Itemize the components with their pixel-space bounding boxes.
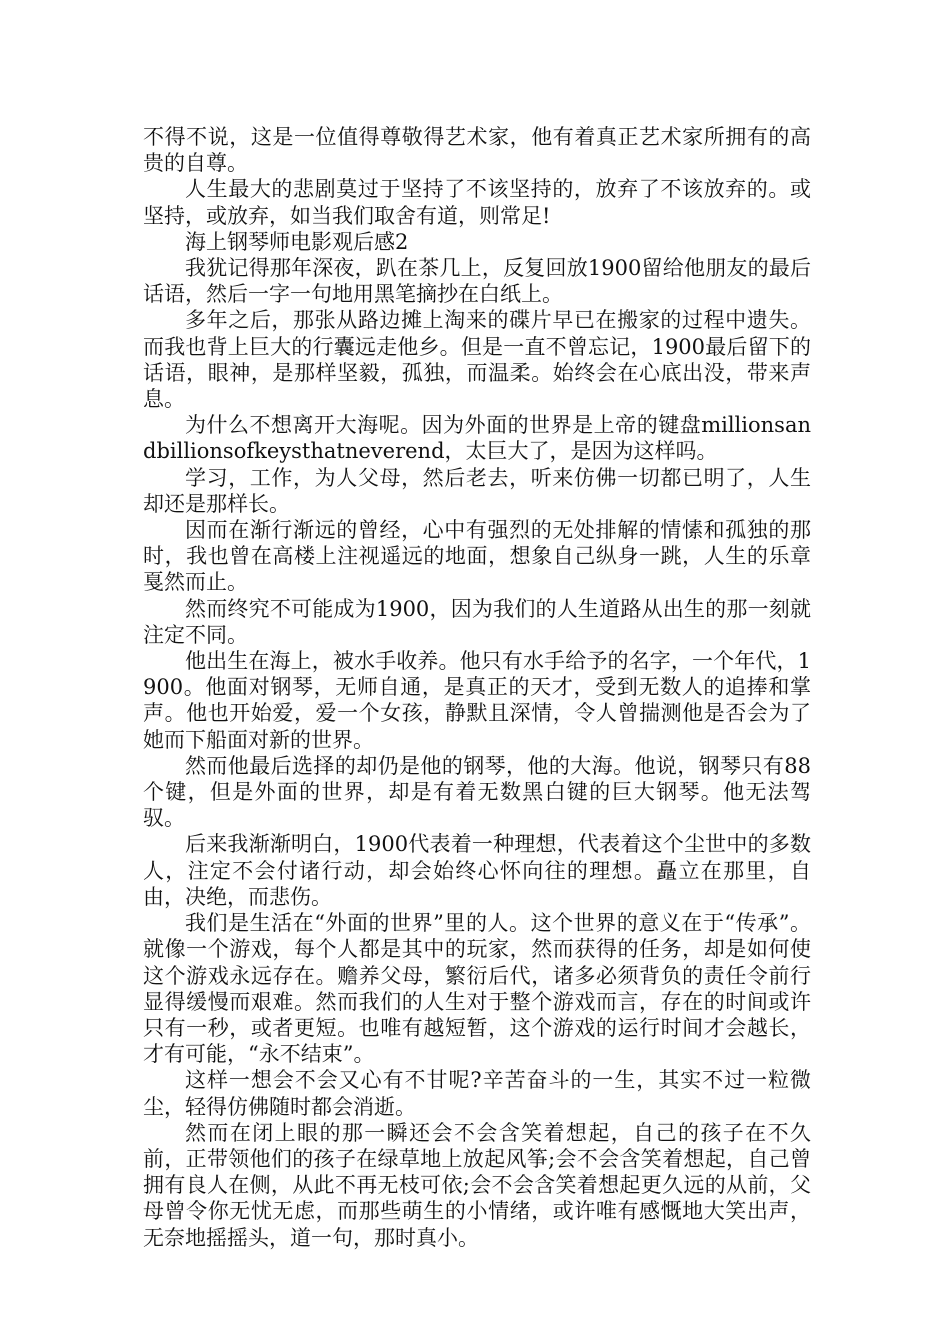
paragraph: 人生最大的悲剧莫过于坚持了不该坚持的，放弃了不该放弃的。或坚持，或放弃，如当我们取舍有道，则常足! [143,177,811,228]
paragraph: 为什么不想离开大海呢。因为外面的世界是上帝的键盘millionsandbillionsofkeysthatneverend，太巨大了，是因为这样吗。 [143,413,811,464]
paragraph: 我们是生活在“外面的世界”里的人。这个世界的意义在于“传承”。就像一个游戏，每个人都是其中的玩家，然而获得的任务，却是如何使这个游戏永远存在。赡养父母，繁衍后代，诸多必须背负的责任令前行显得缓慢而艰难。然而我们的人生对于整个游戏而言，存在的时间或许只有一秒，或者更短。也唯有越短暂，这个游戏的运行时间才会越长，才有可能，“永不结束”。 [143,911,811,1067]
section-heading: 海上钢琴师电影观后感2 [185,229,409,254]
paragraph: 然而在闭上眼的那一瞬还会不会含笑着想起，自己的孩子在不久前，正带领他们的孩子在绿草地上放起风筝;会不会含笑着想起，自己曾拥有良人在侧，从此不再无枝可依;会不会含笑着想起更久远的从前，父母曾令你无忧无虑，而那些萌生的小情绪，或许唯有感慨地大笑出声，无奈地摇摇头，道一句，那时真小。 [143,1120,811,1250]
paragraph: 我犹记得那年深夜，趴在茶几上，反复回放1900留给他朋友的最后话语，然后一字一句地用黑笔摘抄在白纸上。 [143,256,811,307]
document-body [143,124,811,1251]
paragraph: 多年之后，那张从路边摊上淘来的碟片早已在搬家的过程中遗失。而我也背上巨大的行囊远走他乡。但是一直不曾忘记，1900最后留下的话语，眼神，是那样坚毅，孤独，而温柔。始终会在心底出没，带来声息。 [143,308,811,412]
paragraph: 因而在渐行渐远的曾经，心中有强烈的无处排解的情愫和孤独的那时，我也曾在高楼上注视遥远的地面，想象自己纵身一跳，人生的乐章戛然而止。 [143,518,811,595]
paragraph: 学习，工作，为人父母，然后老去，听来仿佛一切都已明了，人生却还是那样长。 [143,465,811,516]
paragraph: 然而终究不可能成为1900，因为我们的人生道路从出生的那一刻就注定不同。 [143,596,811,647]
paragraph: 后来我渐渐明白，1900代表着一种理想，代表着这个尘世中的多数人，注定不会付诸行动，却会始终心怀向往的理想。矗立在那里，自由，决绝，而悲伤。 [143,832,811,909]
paragraph: 然而他最后选择的却仍是他的钢琴，他的大海。他说，钢琴只有88个键，但是外面的世界，却是有着无数黑白键的巨大钢琴。他无法驾驭。 [143,753,811,831]
paragraph: 这样一想会不会又心有不甘呢?辛苦奋斗的一生，其实不过一粒微尘，轻得仿佛随时都会消逝。 [143,1068,811,1119]
paragraph: 他出生在海上，被水手收养。他只有水手给予的名字，一个年代，1900。他面对钢琴，无师自通，是真正的天才，受到无数人的追捧和掌声。他也开始爱，爱一个女孩，静默且深情，令人曾揣测他是否会为了她而下船面对新的世界。 [143,649,811,752]
paragraph: 不得不说，这是一位值得尊敬得艺术家，他有着真正艺术家所拥有的高贵的自尊。 [143,125,811,176]
